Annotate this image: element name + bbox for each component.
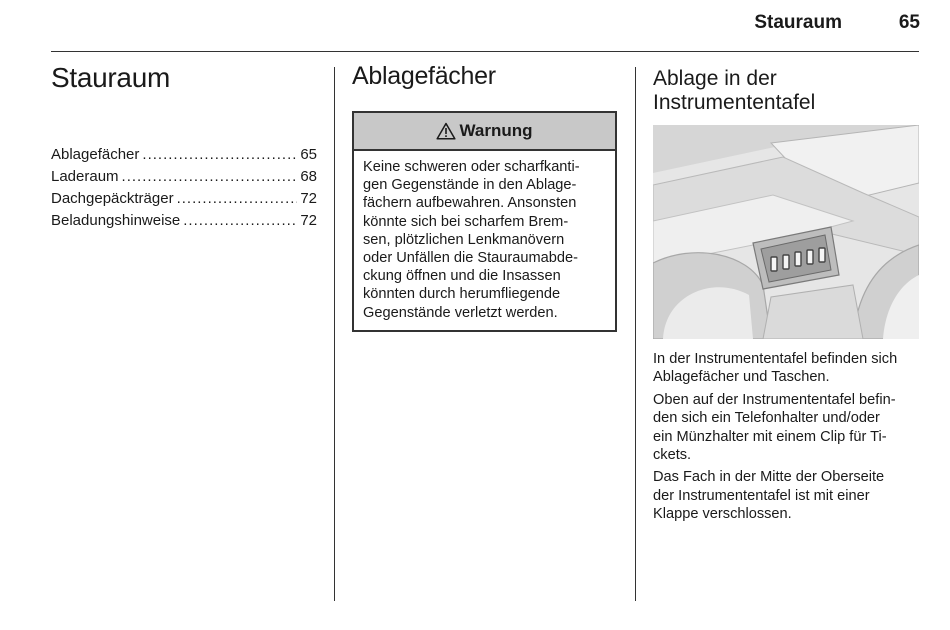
subsection-title [653,67,919,115]
subsection-title-line: Instrumententafel [653,91,816,114]
warning-line: könnten durch herumfliegende [363,286,561,303]
warning-title: Warnung [459,121,533,140]
warning-header [354,113,615,151]
paragraph-line: Ablagefächer und Taschen. [653,369,830,386]
toc-entry[interactable] [51,210,317,232]
paragraph-line: der Instrumententafel ist mit einer [653,487,870,504]
toc-leader-dots [183,210,297,232]
column-divider-1 [334,67,335,601]
toc-entry-page: 65 [300,146,317,163]
section-column [352,62,617,332]
toc-entry[interactable] [51,188,317,210]
page-header [0,10,950,40]
dashboard-drawing [653,125,919,339]
subsection-column [653,67,919,528]
paragraph-line: Oben auf der Instrumententafel befin- [653,391,896,408]
warning-line: oder Unfällen die Stauraumabde- [363,250,578,267]
dashboard-storage-illustration [653,125,919,339]
column-divider-2 [635,67,636,601]
warning-line: könnte sich bei scharfem Brem- [363,213,569,230]
toc-entry-label: Ablagefächer [51,146,140,163]
toc-leader-dots [122,166,298,188]
paragraph-line: ein Münzhalter mit einem Clip für Ti- [653,428,887,445]
header-divider [51,51,919,52]
paragraph-line: den sich ein Telefonhalter und/oder [653,410,880,427]
chapter-column [51,62,317,232]
toc-leader-dots [142,144,297,166]
running-head-title: Stauraum [754,12,842,33]
toc-entry-label: Laderaum [51,168,119,185]
page-number: 65 [898,12,920,33]
paragraph-line: In der Instrumententafel befinden sich [653,351,898,367]
section-title: Ablagefächer [352,62,496,90]
paragraph-line: ckets. [653,447,692,464]
paragraph-line: Klappe verschlossen. [653,506,792,523]
body-paragraph [653,391,919,465]
warning-text [354,151,615,330]
warning-line: fächern aufbewahren. Ansonsten [363,195,577,212]
warning-line: Gegenstände verletzt werden. [363,304,558,321]
warning-line: ckung öffnen und die Insassen [363,268,561,285]
toc-entry-page: 68 [300,168,317,185]
warning-line: gen Gegenstände in den Ablage- [363,177,577,194]
toc-entry-label: Dachgepäckträger [51,190,174,207]
toc-entry-page: 72 [300,190,317,207]
toc-leader-dots [177,188,298,210]
warning-triangle-icon [436,122,456,140]
toc-entry[interactable] [51,166,317,188]
table-of-contents [51,144,317,232]
warning-line: sen, plötzlichen Lenkmanövern [363,231,565,248]
chapter-title: Stauraum [51,62,170,93]
body-paragraph [653,468,919,523]
toc-entry-page: 72 [300,212,317,229]
toc-entry-label: Beladungshinweise [51,212,181,229]
paragraph-line: Das Fach in der Mitte der Oberseite [653,469,885,486]
toc-entry[interactable] [51,144,317,166]
subsection-title-line: Ablage in der [653,67,777,90]
body-paragraph [653,350,919,387]
warning-line: Keine schweren oder scharfkanti- [363,159,580,175]
warning-box [352,111,617,332]
